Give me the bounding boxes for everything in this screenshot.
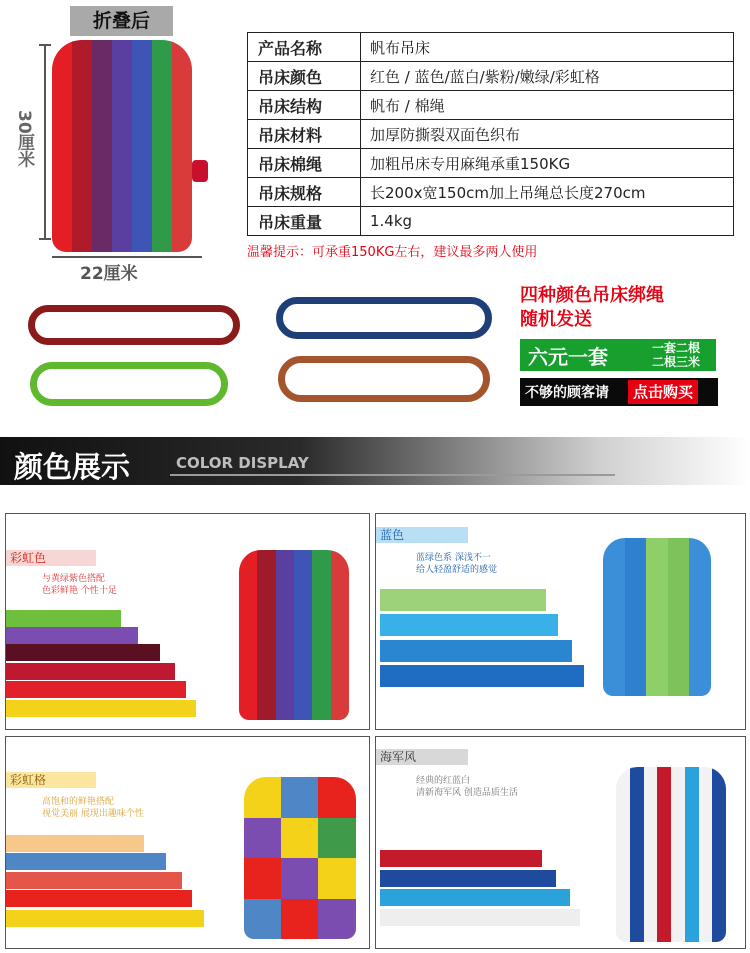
spec-value: 帆布 / 棉绳 <box>361 91 734 120</box>
table-row <box>248 120 734 149</box>
color-stripe <box>6 853 166 870</box>
color-stripe <box>6 681 186 698</box>
color-stripe <box>6 910 204 927</box>
panel-label: 彩虹格 <box>6 772 96 788</box>
panel-desc-line2: 给人轻盈舒适的感觉 <box>416 565 498 575</box>
color-stripe <box>380 889 570 906</box>
width-label: 22厘米 <box>80 264 138 284</box>
table-row <box>248 178 734 207</box>
color-stripe <box>6 644 160 661</box>
buy-bar <box>520 378 718 406</box>
color-stripe <box>380 614 558 636</box>
rope-orange-image <box>278 356 490 402</box>
height-label: 30厘米 <box>14 110 34 168</box>
price-detail-line1: 一套二根 <box>652 341 701 355</box>
color-display-title: 颜色展示 <box>14 450 131 484</box>
spec-key: 吊床棉绳 <box>248 149 361 178</box>
panel-desc-line2: 色彩鲜艳 个性十足 <box>42 586 117 596</box>
spec-value: 长200x宽150cm加上吊绳总长度270cm <box>361 178 734 207</box>
price-text: 六元一套 <box>528 344 608 369</box>
drawstring-knot <box>192 160 208 182</box>
panel-navy <box>375 736 746 949</box>
folded-tag: 折叠后 <box>70 6 173 36</box>
table-row <box>248 207 734 236</box>
panel-label: 海军风 <box>376 749 468 765</box>
color-stripe <box>380 640 572 662</box>
color-stripe <box>6 700 196 717</box>
color-stripe <box>380 870 556 887</box>
color-display-divider <box>170 474 615 476</box>
panel-desc-line1: 高饱和的鲜艳搭配 <box>42 797 115 807</box>
color-stripe <box>6 890 192 907</box>
folded-bag-image <box>52 40 192 252</box>
color-display-subtitle: COLOR DISPLAY <box>176 454 309 472</box>
spec-table <box>247 32 734 236</box>
price-banner <box>520 339 716 371</box>
price-detail <box>652 341 700 369</box>
color-stripe <box>6 872 182 889</box>
width-dimension-line <box>52 256 202 258</box>
buy-button[interactable]: 点击购买 <box>628 380 698 404</box>
color-stripe <box>380 850 542 867</box>
rope-blue-image <box>276 297 492 339</box>
rope-green-image <box>30 362 228 406</box>
spec-key: 吊床颜色 <box>248 62 361 91</box>
spec-value: 红色 / 蓝色/蓝白/紫粉/嫩绿/彩虹格 <box>361 62 734 91</box>
promo-title-line1: 四种颜色吊床绑绳 <box>520 285 664 306</box>
spec-key: 吊床重量 <box>248 207 361 236</box>
blue-bag-image <box>603 538 711 696</box>
rainbow-bag-image <box>239 550 349 720</box>
spec-value: 加厚防撕裂双面色织布 <box>361 120 734 149</box>
spec-value: 帆布吊床 <box>361 33 734 62</box>
promo-title-line2: 随机发送 <box>520 309 592 330</box>
panel-desc-line1: 与黄绿紫色搭配 <box>42 574 106 584</box>
table-row <box>248 91 734 120</box>
rope-red-image <box>28 305 240 345</box>
panel-desc-line1: 蓝绿色系 深浅不一 <box>416 553 491 563</box>
price-detail-line2: 二根三米 <box>652 355 701 369</box>
table-row <box>248 62 734 91</box>
color-stripe <box>6 663 175 680</box>
spec-value: 1.4kg <box>361 207 734 236</box>
spec-key: 吊床材料 <box>248 120 361 149</box>
color-stripe <box>6 835 144 852</box>
table-row <box>248 149 734 178</box>
color-stripe <box>380 909 580 926</box>
spec-key: 吊床规格 <box>248 178 361 207</box>
panel-rainbow <box>5 513 370 730</box>
panel-blue <box>375 513 746 730</box>
panel-label: 彩虹色 <box>6 550 96 566</box>
navy-bag-image <box>616 767 726 942</box>
color-stripe <box>380 589 546 611</box>
color-stripe <box>6 610 121 627</box>
warm-tip: 温馨提示：可承重150KG左右，建议最多两人使用 <box>247 245 538 260</box>
height-dimension-line <box>44 44 46 240</box>
plaid-bag-image <box>244 777 356 939</box>
panel-label: 蓝色 <box>376 527 468 543</box>
spec-key: 产品名称 <box>248 33 361 62</box>
buy-label: 不够的顾客请 <box>525 385 609 401</box>
panel-desc-line2: 视觉美丽 展现出趣味个性 <box>42 809 144 819</box>
color-stripe <box>6 627 138 644</box>
promo-title <box>520 284 720 332</box>
spec-value: 加粗吊床专用麻绳承重150KG <box>361 149 734 178</box>
panel-desc-line1: 经典的红蓝白 <box>416 776 471 786</box>
color-stripe <box>380 665 584 687</box>
panel-rainbow-plaid <box>5 736 370 949</box>
spec-key: 吊床结构 <box>248 91 361 120</box>
table-row <box>248 33 734 62</box>
panel-desc-line2: 清新海军风 创造品质生活 <box>416 788 518 798</box>
